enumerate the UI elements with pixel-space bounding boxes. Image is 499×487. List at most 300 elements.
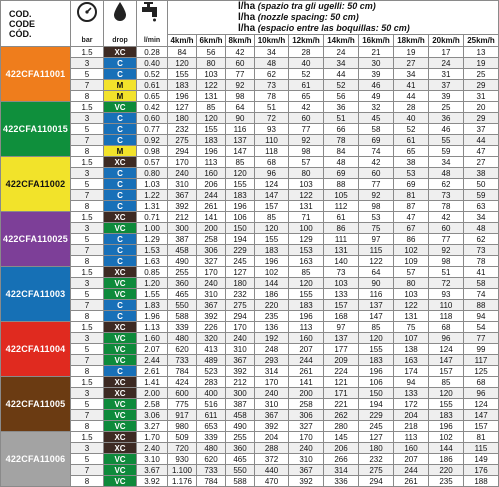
application-rate-cell: 102 bbox=[394, 245, 429, 256]
application-rate-cell: 96 bbox=[255, 168, 289, 179]
application-rate-cell: 150 bbox=[226, 223, 255, 234]
application-rate-cell: 160 bbox=[197, 168, 226, 179]
application-rate-cell: 192 bbox=[255, 333, 289, 344]
application-rate-cell: 240 bbox=[197, 278, 226, 289]
pressure-cell: 8 bbox=[71, 256, 104, 267]
application-rate-cell: 157 bbox=[464, 421, 499, 432]
application-rate-cell: 103 bbox=[289, 179, 324, 190]
application-rate-cell: 155 bbox=[226, 179, 255, 190]
application-rate-cell: 77 bbox=[289, 124, 324, 135]
application-rate-cell: 458 bbox=[168, 245, 197, 256]
application-rate-header bbox=[168, 1, 499, 35]
application-rate-cell: 110 bbox=[255, 135, 289, 146]
application-rate-cell: 122 bbox=[359, 256, 394, 267]
application-rate-cell: 31 bbox=[464, 91, 499, 102]
application-rate-cell: 20 bbox=[464, 102, 499, 113]
application-rate-cell: 59 bbox=[464, 190, 499, 201]
table-row bbox=[1, 256, 499, 267]
pressure-cell: 5 bbox=[71, 124, 104, 135]
application-rate-cell: 261 bbox=[197, 201, 226, 212]
pressure-cell: 5 bbox=[71, 234, 104, 245]
application-rate-cell: 120 bbox=[359, 333, 394, 344]
flow-rate-cell: 2.07 bbox=[137, 344, 168, 355]
application-rate-cell: 77 bbox=[226, 69, 255, 80]
application-rate-cell: 310 bbox=[289, 454, 324, 465]
application-rate-cell: 34 bbox=[255, 47, 289, 58]
application-rate-cell: 930 bbox=[168, 454, 197, 465]
application-rate-cell: 258 bbox=[289, 399, 324, 410]
application-rate-cell: 127 bbox=[226, 267, 255, 278]
application-rate-cell: 53 bbox=[359, 212, 394, 223]
pressure-cell: 3 bbox=[71, 113, 104, 124]
flow-rate-cell: 3.06 bbox=[137, 410, 168, 421]
table-row bbox=[1, 113, 499, 124]
application-rate-cell: 50 bbox=[464, 179, 499, 190]
pressure-cell: 8 bbox=[71, 366, 104, 377]
bar-label: bar bbox=[81, 37, 93, 44]
flow-rate-cell: 0.60 bbox=[137, 113, 168, 124]
application-rate-cell: 58 bbox=[464, 278, 499, 289]
droplet-class-cell: XC bbox=[104, 212, 137, 223]
table-row bbox=[1, 355, 499, 366]
application-rate-cell: 387 bbox=[168, 234, 197, 245]
table-row bbox=[1, 102, 499, 113]
application-rate-cell: 34 bbox=[429, 157, 464, 168]
application-rate-cell: 57 bbox=[394, 267, 429, 278]
table-row bbox=[1, 333, 499, 344]
application-rate-cell: 39 bbox=[429, 91, 464, 102]
application-rate-cell: 294 bbox=[226, 311, 255, 322]
droplet-class-cell: C bbox=[104, 234, 137, 245]
application-rate-cell: 155 bbox=[168, 69, 197, 80]
application-rate-cell: 29 bbox=[464, 80, 499, 91]
table-row bbox=[1, 278, 499, 289]
application-rate-cell: 137 bbox=[324, 333, 359, 344]
application-rate-cell: 147 bbox=[359, 311, 394, 322]
application-rate-cell: 490 bbox=[226, 421, 255, 432]
application-rate-cell: 21 bbox=[359, 47, 394, 58]
application-rate-cell: 96 bbox=[464, 388, 499, 399]
droplet-class-cell: C bbox=[104, 256, 137, 267]
application-rate-cell: 245 bbox=[359, 421, 394, 432]
application-rate-cell: 196 bbox=[226, 201, 255, 212]
water-tap-icon bbox=[140, 1, 164, 23]
application-rate-cell: 96 bbox=[429, 333, 464, 344]
application-rate-cell: 186 bbox=[255, 289, 289, 300]
application-rate-cell: 194 bbox=[226, 234, 255, 245]
application-rate-cell: 13 bbox=[464, 47, 499, 58]
application-rate-cell: 367 bbox=[255, 410, 289, 421]
application-rate-cell: 131 bbox=[324, 245, 359, 256]
pressure-cell: 7 bbox=[71, 355, 104, 366]
application-rate-cell: 163 bbox=[394, 355, 429, 366]
pressure-cell: 8 bbox=[71, 476, 104, 487]
application-rate-cell: 107 bbox=[394, 333, 429, 344]
application-rate-cell: 194 bbox=[359, 399, 394, 410]
table-row bbox=[1, 410, 499, 421]
flow-rate-cell: 2.61 bbox=[137, 366, 168, 377]
application-rate-cell: 258 bbox=[197, 234, 226, 245]
application-rate-cell: 150 bbox=[359, 388, 394, 399]
application-rate-cell: 38 bbox=[464, 168, 499, 179]
application-rate-cell: 275 bbox=[226, 300, 255, 311]
application-rate-cell: 60 bbox=[429, 223, 464, 234]
droplet-class-cell: C bbox=[104, 245, 137, 256]
application-rate-cell: 489 bbox=[197, 355, 226, 366]
application-rate-cell: 480 bbox=[168, 333, 197, 344]
flow-rate-cell: 1.41 bbox=[137, 377, 168, 388]
flow-rate-cell: 2.44 bbox=[137, 355, 168, 366]
pressure-cell: 3 bbox=[71, 388, 104, 399]
application-rate-cell: 102 bbox=[429, 432, 464, 443]
application-rate-cell: 392 bbox=[289, 476, 324, 487]
application-rate-cell: 392 bbox=[168, 201, 197, 212]
application-rate-cell: 220 bbox=[255, 300, 289, 311]
application-rate-cell: 63 bbox=[464, 201, 499, 212]
droplet-class-cell: VC bbox=[104, 454, 137, 465]
application-rate-cell: 51 bbox=[429, 267, 464, 278]
droplet-class-cell: XC bbox=[104, 322, 137, 333]
pressure-cell: 5 bbox=[71, 454, 104, 465]
application-rate-cell: 458 bbox=[226, 410, 255, 421]
application-rate-cell: 207 bbox=[394, 454, 429, 465]
application-rate-cell: 588 bbox=[226, 476, 255, 487]
application-rate-cell: 113 bbox=[394, 432, 429, 443]
droplet-class-cell: XC bbox=[104, 432, 137, 443]
pressure-cell: 8 bbox=[71, 201, 104, 212]
application-rate-cell: 183 bbox=[197, 135, 226, 146]
application-rate-cell: 88 bbox=[464, 300, 499, 311]
nozzle-code-cell: 422CFA110015 bbox=[1, 102, 71, 157]
application-rate-cell: 100 bbox=[289, 223, 324, 234]
application-rate-cell: 188 bbox=[464, 476, 499, 487]
application-rate-cell: 36 bbox=[324, 102, 359, 113]
application-rate-cell: 314 bbox=[255, 366, 289, 377]
pressure-cell: 5 bbox=[71, 69, 104, 80]
application-rate-cell: 244 bbox=[394, 465, 429, 476]
application-rate-cell: 81 bbox=[464, 432, 499, 443]
application-rate-cell: 61 bbox=[289, 80, 324, 91]
flow-rate-cell: 0.42 bbox=[137, 102, 168, 113]
application-rate-cell: 54 bbox=[464, 322, 499, 333]
pressure-header bbox=[71, 1, 104, 47]
application-rate-cell: 73 bbox=[464, 245, 499, 256]
application-rate-cell: 80 bbox=[394, 278, 429, 289]
application-rate-cell: 27 bbox=[464, 157, 499, 168]
table-row bbox=[1, 388, 499, 399]
application-rate-cell: 310 bbox=[168, 179, 197, 190]
application-rate-cell: 88 bbox=[324, 179, 359, 190]
application-rate-cell: 42 bbox=[429, 212, 464, 223]
application-rate-cell: 64 bbox=[226, 102, 255, 113]
application-rate-cell: 235 bbox=[255, 311, 289, 322]
application-rate-cell: 106 bbox=[359, 377, 394, 388]
application-rate-cell: 51 bbox=[255, 102, 289, 113]
application-rate-cell: 78 bbox=[464, 256, 499, 267]
pressure-cell: 3 bbox=[71, 443, 104, 454]
application-rate-cell: 232 bbox=[168, 124, 197, 135]
table-row bbox=[1, 234, 499, 245]
application-rate-cell: 147 bbox=[464, 410, 499, 421]
application-rate-cell: 42 bbox=[226, 47, 255, 58]
application-rate-cell: 470 bbox=[255, 476, 289, 487]
application-rate-cell: 42 bbox=[359, 157, 394, 168]
application-rate-cell: 206 bbox=[324, 443, 359, 454]
application-rate-cell: 196 bbox=[429, 421, 464, 432]
application-rate-cell: 310 bbox=[197, 289, 226, 300]
application-rate-cell: 66 bbox=[324, 124, 359, 135]
application-rate-cell: 240 bbox=[226, 333, 255, 344]
application-rate-cell: 204 bbox=[394, 410, 429, 421]
application-rate-cell: 25 bbox=[429, 102, 464, 113]
nozzle-code-cell: 422CFA11004 bbox=[1, 322, 71, 377]
application-rate-cell: 149 bbox=[464, 454, 499, 465]
application-rate-cell: 400 bbox=[197, 388, 226, 399]
droplet-class-cell: M bbox=[104, 146, 137, 157]
application-rate-cell: 131 bbox=[197, 91, 226, 102]
application-rate-cell: 720 bbox=[168, 443, 197, 454]
application-rate-cell: 183 bbox=[226, 190, 255, 201]
droplet-class-cell: C bbox=[104, 135, 137, 146]
flow-rate-cell: 1.29 bbox=[137, 234, 168, 245]
application-rate-cell: 74 bbox=[359, 146, 394, 157]
application-rate-cell: 1.100 bbox=[168, 465, 197, 476]
title-line-2: l/ha (nozzle spacing: 50 cm) bbox=[238, 12, 359, 23]
application-rate-cell: 170 bbox=[226, 322, 255, 333]
droplet-class-cell: C bbox=[104, 366, 137, 377]
application-rate-cell: 113 bbox=[197, 157, 226, 168]
pressure-cell: 3 bbox=[71, 58, 104, 69]
table-row bbox=[1, 432, 499, 443]
application-rate-cell: 155 bbox=[429, 399, 464, 410]
pressure-cell: 1.5 bbox=[71, 377, 104, 388]
flow-rate-cell: 0.52 bbox=[137, 69, 168, 80]
application-rate-cell: 170 bbox=[255, 377, 289, 388]
application-rate-cell: 72 bbox=[429, 278, 464, 289]
application-rate-cell: 87 bbox=[394, 201, 429, 212]
table-row bbox=[1, 135, 499, 146]
application-rate-cell: 320 bbox=[197, 333, 226, 344]
table-body bbox=[1, 47, 499, 487]
droplet-class-cell: VC bbox=[104, 476, 137, 487]
application-rate-cell: 170 bbox=[168, 157, 197, 168]
application-rate-cell: 71 bbox=[289, 212, 324, 223]
application-rate-cell: 48 bbox=[464, 223, 499, 234]
table-row bbox=[1, 377, 499, 388]
application-rate-cell: 196 bbox=[359, 366, 394, 377]
application-rate-cell: 120 bbox=[168, 58, 197, 69]
application-rate-cell: 183 bbox=[429, 410, 464, 421]
application-rate-cell: 78 bbox=[429, 201, 464, 212]
application-rate-cell: 72 bbox=[255, 113, 289, 124]
pressure-gauge-icon bbox=[76, 1, 98, 23]
flow-rate-cell: 0.92 bbox=[137, 135, 168, 146]
flow-rate-cell: 1.13 bbox=[137, 322, 168, 333]
speed-header-4: 12km/h bbox=[289, 35, 324, 47]
application-rate-cell: 98 bbox=[359, 201, 394, 212]
pressure-cell: 7 bbox=[71, 135, 104, 146]
application-rate-cell: 266 bbox=[324, 454, 359, 465]
application-rate-cell: 42 bbox=[289, 102, 324, 113]
application-rate-cell: 186 bbox=[429, 454, 464, 465]
pressure-cell: 3 bbox=[71, 223, 104, 234]
application-rate-cell: 97 bbox=[359, 234, 394, 245]
application-rate-cell: 68 bbox=[255, 157, 289, 168]
droplet-class-cell: VC bbox=[104, 223, 137, 234]
table-row bbox=[1, 289, 499, 300]
application-rate-cell: 24 bbox=[324, 47, 359, 58]
application-rate-cell: 294 bbox=[168, 146, 197, 157]
nozzle-code-cell: 422CFA110025 bbox=[1, 212, 71, 267]
application-rate-cell: 157 bbox=[324, 300, 359, 311]
application-rate-cell: 339 bbox=[197, 432, 226, 443]
water-drop-icon bbox=[112, 1, 128, 23]
application-rate-cell: 588 bbox=[168, 311, 197, 322]
application-rate-cell: 64 bbox=[359, 267, 394, 278]
application-rate-cell: 209 bbox=[324, 355, 359, 366]
droplet-class-cell: XC bbox=[104, 47, 137, 58]
application-rate-cell: 490 bbox=[168, 256, 197, 267]
application-rate-cell: 52 bbox=[289, 69, 324, 80]
application-rate-cell: 372 bbox=[255, 454, 289, 465]
application-rate-cell: 102 bbox=[255, 267, 289, 278]
table-row bbox=[1, 322, 499, 333]
application-rate-cell: 360 bbox=[168, 278, 197, 289]
application-rate-cell: 155 bbox=[359, 344, 394, 355]
application-rate-cell: 61 bbox=[324, 212, 359, 223]
table-row bbox=[1, 124, 499, 135]
table-row bbox=[1, 399, 499, 410]
application-rate-cell: 127 bbox=[168, 102, 197, 113]
application-rate-cell: 509 bbox=[168, 432, 197, 443]
application-rate-cell: 196 bbox=[289, 311, 324, 322]
application-rate-cell: 306 bbox=[289, 410, 324, 421]
application-rate-cell: 138 bbox=[394, 344, 429, 355]
droplet-class-cell: VC bbox=[104, 410, 137, 421]
application-rate-cell: 306 bbox=[197, 245, 226, 256]
code-header bbox=[1, 1, 71, 47]
pressure-cell: 1.5 bbox=[71, 47, 104, 58]
droplet-class-cell: XC bbox=[104, 443, 137, 454]
application-rate-cell: 120 bbox=[289, 278, 324, 289]
application-rate-cell: 120 bbox=[197, 113, 226, 124]
application-rate-cell: 255 bbox=[226, 432, 255, 443]
application-rate-cell: 218 bbox=[394, 421, 429, 432]
application-rate-cell: 99 bbox=[464, 344, 499, 355]
table-row bbox=[1, 201, 499, 212]
application-rate-cell: 733 bbox=[168, 355, 197, 366]
application-rate-cell: 196 bbox=[197, 146, 226, 157]
application-rate-cell: 98 bbox=[226, 91, 255, 102]
application-rate-cell: 168 bbox=[324, 311, 359, 322]
application-rate-cell: 90 bbox=[359, 278, 394, 289]
flow-rate-cell: 3.92 bbox=[137, 476, 168, 487]
flow-rate-cell: 0.98 bbox=[137, 146, 168, 157]
application-rate-cell: 94 bbox=[394, 377, 429, 388]
title-line-1: l/ha (spazio tra gli ugelli: 50 cm) bbox=[238, 1, 376, 12]
droplet-class-cell: VC bbox=[104, 465, 137, 476]
application-rate-cell: 240 bbox=[168, 168, 197, 179]
droplet-class-cell: XC bbox=[104, 157, 137, 168]
speed-header-9: 25km/h bbox=[464, 35, 499, 47]
application-rate-cell: 113 bbox=[289, 322, 324, 333]
application-rate-cell: 300 bbox=[226, 388, 255, 399]
application-rate-cell: 73 bbox=[255, 80, 289, 91]
application-rate-cell: 200 bbox=[197, 223, 226, 234]
speed-header-2: 8km/h bbox=[226, 35, 255, 47]
flow-rate-cell: 1.00 bbox=[137, 223, 168, 234]
application-rate-cell: 140 bbox=[324, 256, 359, 267]
application-rate-cell: 85 bbox=[359, 322, 394, 333]
application-rate-cell: 19 bbox=[464, 58, 499, 69]
application-rate-cell: 310 bbox=[226, 344, 255, 355]
application-rate-cell: 77 bbox=[359, 179, 394, 190]
application-rate-cell: 92 bbox=[226, 80, 255, 91]
application-rate-cell: 157 bbox=[429, 366, 464, 377]
application-rate-cell: 53 bbox=[394, 168, 429, 179]
application-rate-cell: 367 bbox=[226, 355, 255, 366]
application-rate-cell: 611 bbox=[197, 410, 226, 421]
flow-rate-cell: 1.70 bbox=[137, 432, 168, 443]
application-rate-cell: 69 bbox=[394, 179, 429, 190]
application-rate-cell: 255 bbox=[168, 267, 197, 278]
nozzle-code-cell: 422CFA11003 bbox=[1, 267, 71, 322]
table-row bbox=[1, 465, 499, 476]
flow-rate-cell: 1.31 bbox=[137, 201, 168, 212]
application-rate-cell: 48 bbox=[255, 58, 289, 69]
application-rate-cell: 34 bbox=[394, 69, 429, 80]
pressure-cell: 5 bbox=[71, 344, 104, 355]
code-header-line-3: CÓD. bbox=[9, 28, 32, 39]
application-rate-cell: 465 bbox=[226, 454, 255, 465]
application-rate-cell: 137 bbox=[226, 135, 255, 146]
application-rate-cell: 212 bbox=[226, 377, 255, 388]
application-rate-cell: 118 bbox=[429, 311, 464, 322]
application-rate-cell: 220 bbox=[429, 465, 464, 476]
speed-header-0: 4km/h bbox=[168, 35, 197, 47]
application-rate-cell: 86 bbox=[394, 234, 429, 245]
droplet-class-cell: C bbox=[104, 113, 137, 124]
application-rate-cell: 25 bbox=[464, 69, 499, 80]
flow-rate-cell: 2.40 bbox=[137, 443, 168, 454]
table-row bbox=[1, 212, 499, 223]
flow-rate-cell: 0.61 bbox=[137, 80, 168, 91]
application-rate-cell: 122 bbox=[289, 190, 324, 201]
application-rate-cell: 73 bbox=[429, 190, 464, 201]
application-rate-cell: 47 bbox=[464, 146, 499, 157]
application-rate-cell: 160 bbox=[394, 443, 429, 454]
application-rate-cell: 61 bbox=[394, 135, 429, 146]
application-rate-cell: 110 bbox=[429, 300, 464, 311]
pressure-cell: 1.5 bbox=[71, 212, 104, 223]
application-rate-cell: 733 bbox=[197, 465, 226, 476]
application-rate-cell: 52 bbox=[394, 124, 429, 135]
application-rate-cell: 240 bbox=[289, 443, 324, 454]
application-rate-cell: 392 bbox=[226, 366, 255, 377]
application-rate-cell: 34 bbox=[324, 58, 359, 69]
application-rate-cell: 180 bbox=[168, 113, 197, 124]
code-header-line-1: COD. bbox=[9, 8, 32, 19]
application-rate-cell: 24 bbox=[429, 58, 464, 69]
pressure-cell: 1.5 bbox=[71, 267, 104, 278]
application-rate-cell: 98 bbox=[429, 256, 464, 267]
application-rate-cell: 67 bbox=[394, 223, 429, 234]
application-rate-cell: 37 bbox=[429, 80, 464, 91]
pressure-cell: 8 bbox=[71, 91, 104, 102]
table-row bbox=[1, 179, 499, 190]
pressure-cell: 5 bbox=[71, 289, 104, 300]
application-rate-cell: 367 bbox=[289, 465, 324, 476]
